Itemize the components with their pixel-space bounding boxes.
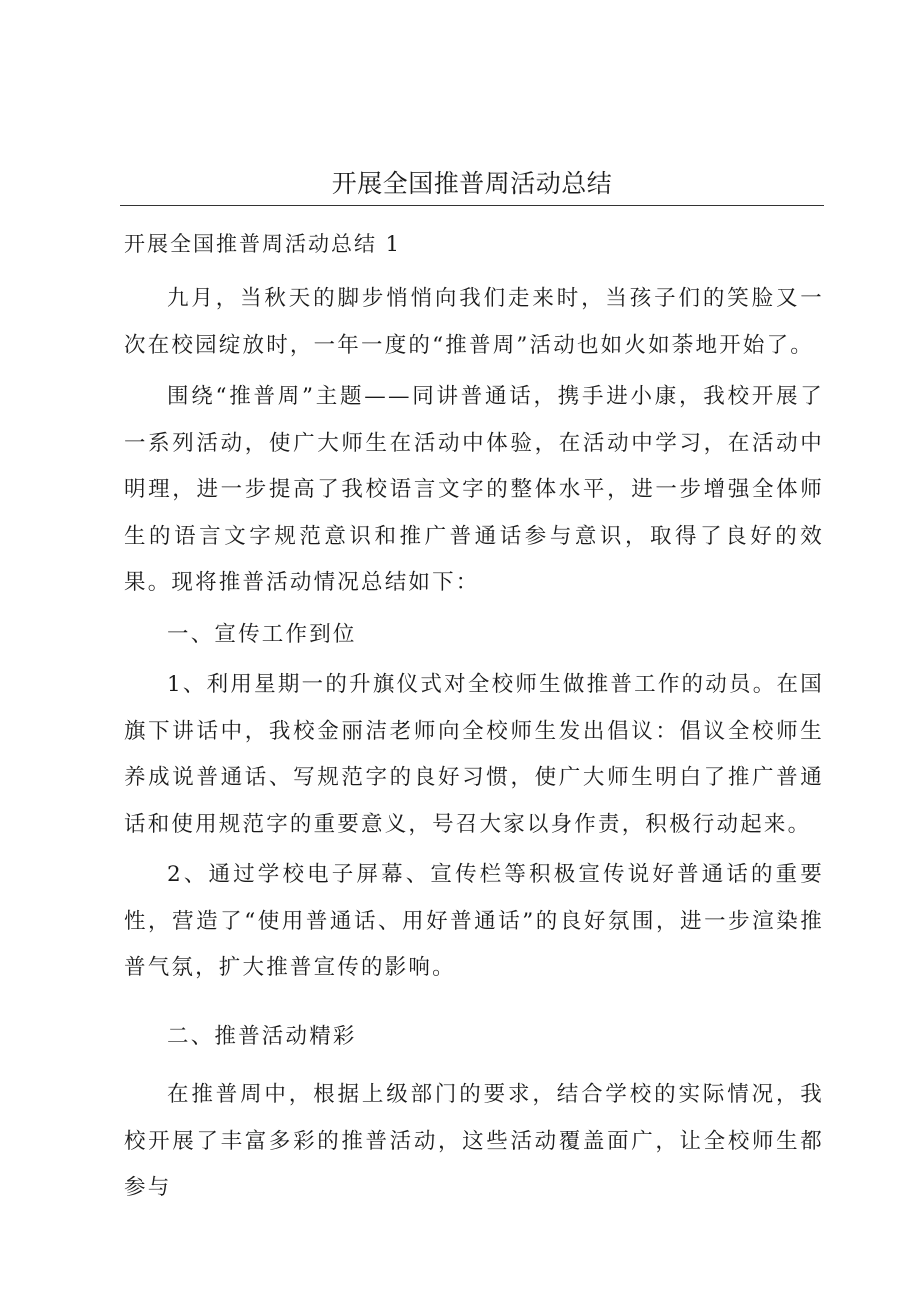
title-divider (120, 205, 824, 206)
document-body (124, 276, 824, 1212)
section-heading-publicity: 一、宣传工作到位 (167, 621, 357, 647)
paragraph-item-2: 2、通过学校电子屏幕、宣传栏等积极宣传说好普通话的重要性，营造了“使用普通话、用好普通话”的良好氛围，进一步渲染推普气氛，扩大推普宣传的影响。 (124, 862, 824, 980)
document-title: 开展全国推普周活动总结 (331, 169, 613, 198)
paragraph-intro: 九月，当秋天的脚步悄悄向我们走来时，当孩子们的笑脸又一次在校园绽放时，一年一度的“推普周”活动也如火如荼地开始了。 (124, 286, 824, 358)
paragraph-item-1: 1、利用星期一的升旗仪式对全校师生做推普工作的动员。在国旗下讲话中，我校金丽洁老师向全校师生发出倡议：倡议全校师生养成说普通话、写规范字的良好习惯，使广大师生明白了推广普通话和使用规范字的重要意义，号召大家以身作责，积极行动起来。 (124, 672, 824, 837)
section-heading-activities: 二、推普活动精彩 (167, 1023, 357, 1049)
paragraph-theme: 围绕“推普周”主题——同讲普通话，携手进小康，我校开展了一系列活动，使广大师生在活动中体验，在活动中学习，在活动中明理，进一步提高了我校语言文字的整体水平，进一步增强全体师生的语言文字规范意识和推广普通话参与意识，取得了良好的效果。现将推普活动情况总结如下： (124, 384, 824, 595)
document-subtitle: 开展全国推普周活动总结 1 (124, 232, 402, 256)
paragraph-activities: 在推普周中，根据上级部门的要求，结合学校的实际情况，我校开展了丰富多彩的推普活动，这些活动覆盖面广，让全校师生都参与 (124, 1082, 824, 1200)
